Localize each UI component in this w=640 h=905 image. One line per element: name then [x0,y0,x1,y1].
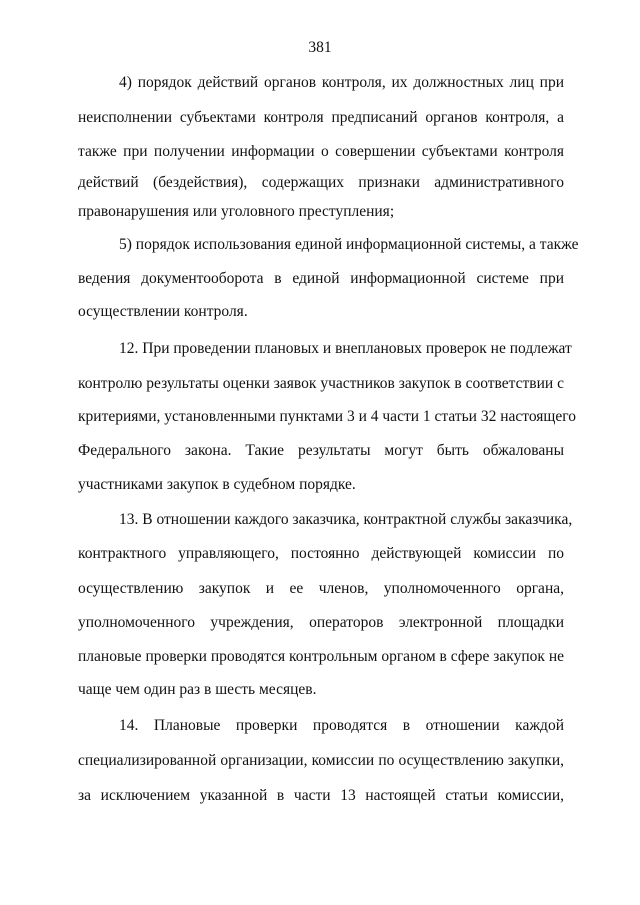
paragraph-part-12-line-5: участниками закупок в судебном порядке. [78,476,356,493]
paragraph-part-13-line-4: уполномоченного учреждения, операторов электронной площадки [78,614,564,631]
paragraph-part-12-line-1: 12. При проведении плановых и внеплановых проверок не подлежат [119,340,572,357]
paragraph-part-13-line-6: чаще чем один раз в шесть месяцев. [78,681,317,698]
paragraph-part-12-line-2: контролю результаты оценки заявок участников закупок в соответствии с [78,375,564,392]
paragraph-item-5-line-2: ведения документооборота в единой информационной системе при [78,270,564,287]
paragraph-item-5-line-1: 5) порядок использования единой информационной системы, а также [119,236,579,253]
paragraph-part-12-line-3: критериями, установленными пунктами 3 и 4 части 1 статьи 32 настоящего [78,408,576,425]
paragraph-item-4-line-5: правонарушения или уголовного преступления; [78,203,395,220]
paragraph-part-14-line-3: за исключением указанной в части 13 настоящей статьи комиссии, [78,787,564,804]
paragraph-part-12-line-4: Федерального закона. Такие результаты могут быть обжалованы [78,442,564,459]
paragraph-part-13-line-1: 13. В отношении каждого заказчика, контрактной службы заказчика, [119,511,573,528]
paragraph-item-4-line-2: неисполнении субъектами контроля предписаний органов контроля, а [78,109,564,126]
paragraph-part-13-line-2: контрактного управляющего, постоянно действующей комиссии по [78,545,564,562]
page-number: 381 [308,39,332,56]
paragraph-part-13-line-3: осуществлению закупок и ее членов, уполномоченного органа, [78,580,564,597]
paragraph-part-14-line-1: 14. Плановые проверки проводятся в отношении каждой [119,717,564,734]
paragraph-item-4-line-1: 4) порядок действий органов контроля, их должностных лиц при [119,74,564,91]
paragraph-item-4-line-3: также при получении информации о совершении субъектами контроля [78,143,564,160]
paragraph-item-5-line-3: осуществлении контроля. [78,303,248,320]
paragraph-item-4-line-4: действий (бездействия), содержащих признаки административного [78,174,564,191]
paragraph-part-13-line-5: плановые проверки проводятся контрольным органом в сфере закупок не [78,648,564,665]
paragraph-part-14-line-2: специализированной организации, комиссии по осуществлению закупки, [78,752,564,769]
